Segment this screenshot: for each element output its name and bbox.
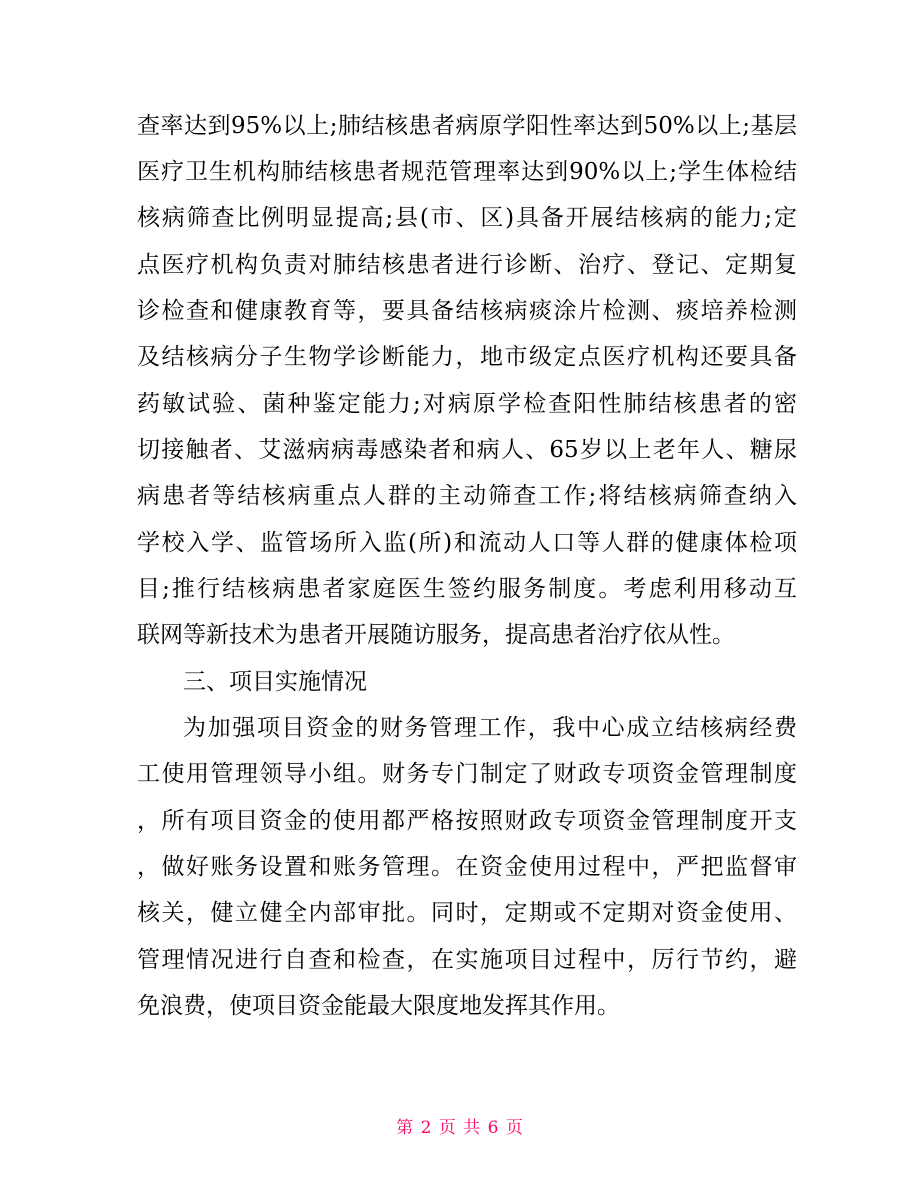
paragraph-line: 药敏试验、菌种鉴定能力;对病原学检查阳性肺结核患者的密 [137, 391, 797, 417]
paragraph-line: 诊检查和健康教育等，要具备结核病痰涂片检测、痰培养检测 [137, 298, 797, 324]
paragraph-line: 工使用管理领导小组。财务专门制定了财政专项资金管理制度 [137, 761, 797, 787]
paragraph-line: 切接触者、艾滋病病毒感染者和病人、65岁以上老年人、糖尿 [137, 437, 797, 463]
paragraph-line: 免浪费，使项目资金能最大限度地发挥其作用。 [137, 993, 620, 1019]
paragraph-line: ，做好账务设置和账务管理。在资金使用过程中，严把监督审 [137, 854, 797, 880]
paragraph-line: 医疗卫生机构肺结核患者规范管理率达到90%以上;学生体检结 [137, 159, 797, 185]
paragraph-line: 点医疗机构负责对肺结核患者进行诊断、治疗、登记、定期复 [137, 252, 797, 278]
page-number-footer: 第 2 页 共 6 页 [396, 1118, 524, 1138]
paragraph-line: 核病筛查比例明显提高;县(市、区)具备开展结核病的能力;定 [137, 205, 797, 231]
paragraph-line: 为加强项目资金的财务管理工作，我中心成立结核病经费 [183, 715, 797, 741]
paragraph-line: 目;推行结核病患者家庭医生签约服务制度。考虑利用移动互 [137, 576, 797, 602]
paragraph-line: 查率达到95%以上;肺结核患者病原学阳性率达到50%以上;基层 [137, 113, 797, 139]
paragraph-line: 及结核病分子生物学诊断能力，地市级定点医疗机构还要具备 [137, 344, 797, 370]
paragraph-line: 管理情况进行自查和检查，在实施项目过程中，厉行节约，避 [137, 947, 797, 973]
paragraph-line: 学校入学、监管场所入监(所)和流动人口等人群的健康体检项 [137, 530, 797, 556]
section-heading: 三、项目实施情况 [183, 669, 367, 695]
paragraph-line: 联网等新技术为患者开展随访服务，提高患者治疗依从性。 [137, 622, 735, 648]
paragraph-line: 核关，健立健全内部审批。同时，定期或不定期对资金使用、 [137, 900, 797, 926]
paragraph-line: 病患者等结核病重点人群的主动筛查工作;将结核病筛查纳入 [137, 483, 797, 509]
paragraph-line: ，所有项目资金的使用都严格按照财政专项资金管理制度开支 [137, 808, 797, 834]
